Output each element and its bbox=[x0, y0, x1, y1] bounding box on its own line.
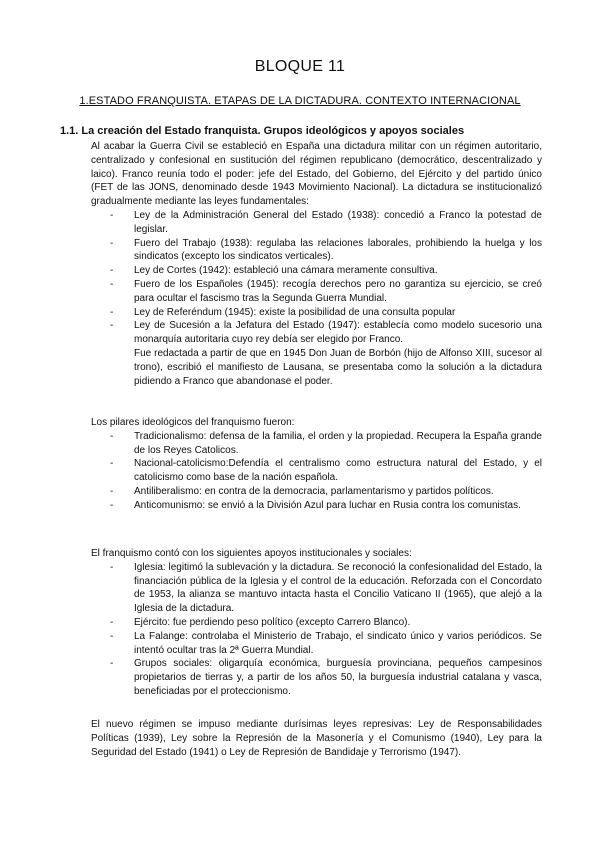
content-block-4 bbox=[91, 718, 542, 759]
list-item: - Ley de Cortes (1942): estableció una cámara meramente consultiva. bbox=[110, 264, 542, 278]
content-block-1 bbox=[91, 140, 542, 388]
list-item: - Fuero de los Españoles (1945): recogía derechos pero no garantiza su ejercicio, se creó para ocultar el fascismo tras la Segunda Guerra Mundial. bbox=[110, 278, 542, 306]
unit-subtitle: 1.ESTADO FRANQUISTA. ETAPAS DE LA DICTADURA. CONTEXTO INTERNACIONAL bbox=[79, 95, 521, 107]
content-block-2 bbox=[91, 416, 542, 513]
list-item: - Nacional-catolicismo:Defendía el centralismo como estructura natural del Estado, y el catolicismo como base de la nación española. bbox=[110, 457, 542, 485]
list-item: - Anticomunismo: se envió a la División Azul para luchar en Rusia contra los comunistas. bbox=[110, 499, 542, 513]
closing-paragraph: El nuevo régimen se impuso mediante durísimas leyes represivas: Ley de Responsabilidades Políticas (1939), Ley sobre la Represión de la Masonería y el Comunismo (1940), Ley para la Seguridad del Estado (1941) o Ley de Represión de Bandidaje y Terrorismo (1947). bbox=[91, 719, 542, 758]
content-block-3 bbox=[91, 547, 542, 699]
list-item: - Iglesia: legitimó la sublevación y la dictadura. Se reconoció la confesionalidad del Estado, la financiación pública de la Iglesia y el control de la educación. Reforzada con el Concordato de 1953, la alianza se mantuvo intacta hasta el Concilio Vaticano II (1965), que alejó a la Iglesia de la dictadura. bbox=[110, 561, 542, 616]
supports-list bbox=[91, 561, 542, 699]
list-item: - La Falange: controlaba el Ministerio de Trabajo, el sindicato único y varios periódicos. Se intentó ocultar tras la 2ª Guerra Mundial. bbox=[110, 630, 542, 658]
page-title: BLOQUE 11 bbox=[254, 58, 346, 75]
list-item: - Ley de Sucesión a la Jefatura del Estado (1947): establecía como modelo sucesorio una monarquía autoritaria cuyo rey debía ser elegido por Franco. bbox=[110, 319, 542, 347]
supports-intro: El franquismo contó con los siguientes apoyos institucionales y sociales: bbox=[91, 548, 412, 559]
laws-note: Fue redactada a partir de que en 1945 Don Juan de Borbón (hijo de Alfonso XIII, sucesor al trono), escribió el manifiesto de Lausana, se presentaba como la solución a la dictadura pidiendo a Franco que abandonase el poder. bbox=[134, 347, 542, 387]
intro-paragraph: Al acabar la Guerra Civil se estableció en España una dictadura militar con un régimen autoritario, centralizado y confesional en sustitución del régimen republicano (democrático, descentralizado y laico). Franco reunía todo el poder: jefe del Estado, del Gobierno, del Ejército y del partido único (FET de las JONS, denominado desde 1943 Movimiento Nacional). La dictadura se institucionalizó gradualmente mediante las leyes fundamentales: bbox=[91, 141, 542, 208]
pillars-list bbox=[91, 430, 542, 513]
laws-list bbox=[91, 209, 542, 347]
section-heading: 1.1. La creación del Estado franquista. Grupos ideológicos y apoyos sociales bbox=[60, 125, 465, 137]
list-item: - Grupos sociales: oligarquía económica, burguesía provinciana, pequeños campesinos propietarios de tierras y, a partir de los años 50, la burguesía industrial catalana y vasca, beneficiadas por el proteccionismo. bbox=[110, 657, 542, 698]
list-item: - Ley de la Administración General del Estado (1938): concedió a Franco la potestad de legislar. bbox=[110, 209, 542, 237]
list-item: - Antiliberalismo: en contra de la democracia, parlamentarismo y partidos políticos. bbox=[110, 485, 542, 499]
list-item: - Fuero del Trabajo (1938): regulaba las relaciones laborales, prohibiendo la huelga y los sindicatos (excepto los sindicatos verticales). bbox=[110, 237, 542, 265]
list-item: - Ley de Referéndum (1945): existe la posibilidad de una consulta popular bbox=[110, 306, 542, 320]
pillars-intro: Los pilares ideológicos del franquismo fueron: bbox=[91, 417, 295, 428]
list-item: - Ejército: fue perdiendo peso político (excepto Carrero Blanco). bbox=[110, 616, 542, 630]
list-item: - Tradicionalismo: defensa de la familia, el orden y la propiedad. Recupera la España grande de los Reyes Catolicos. bbox=[110, 430, 542, 458]
